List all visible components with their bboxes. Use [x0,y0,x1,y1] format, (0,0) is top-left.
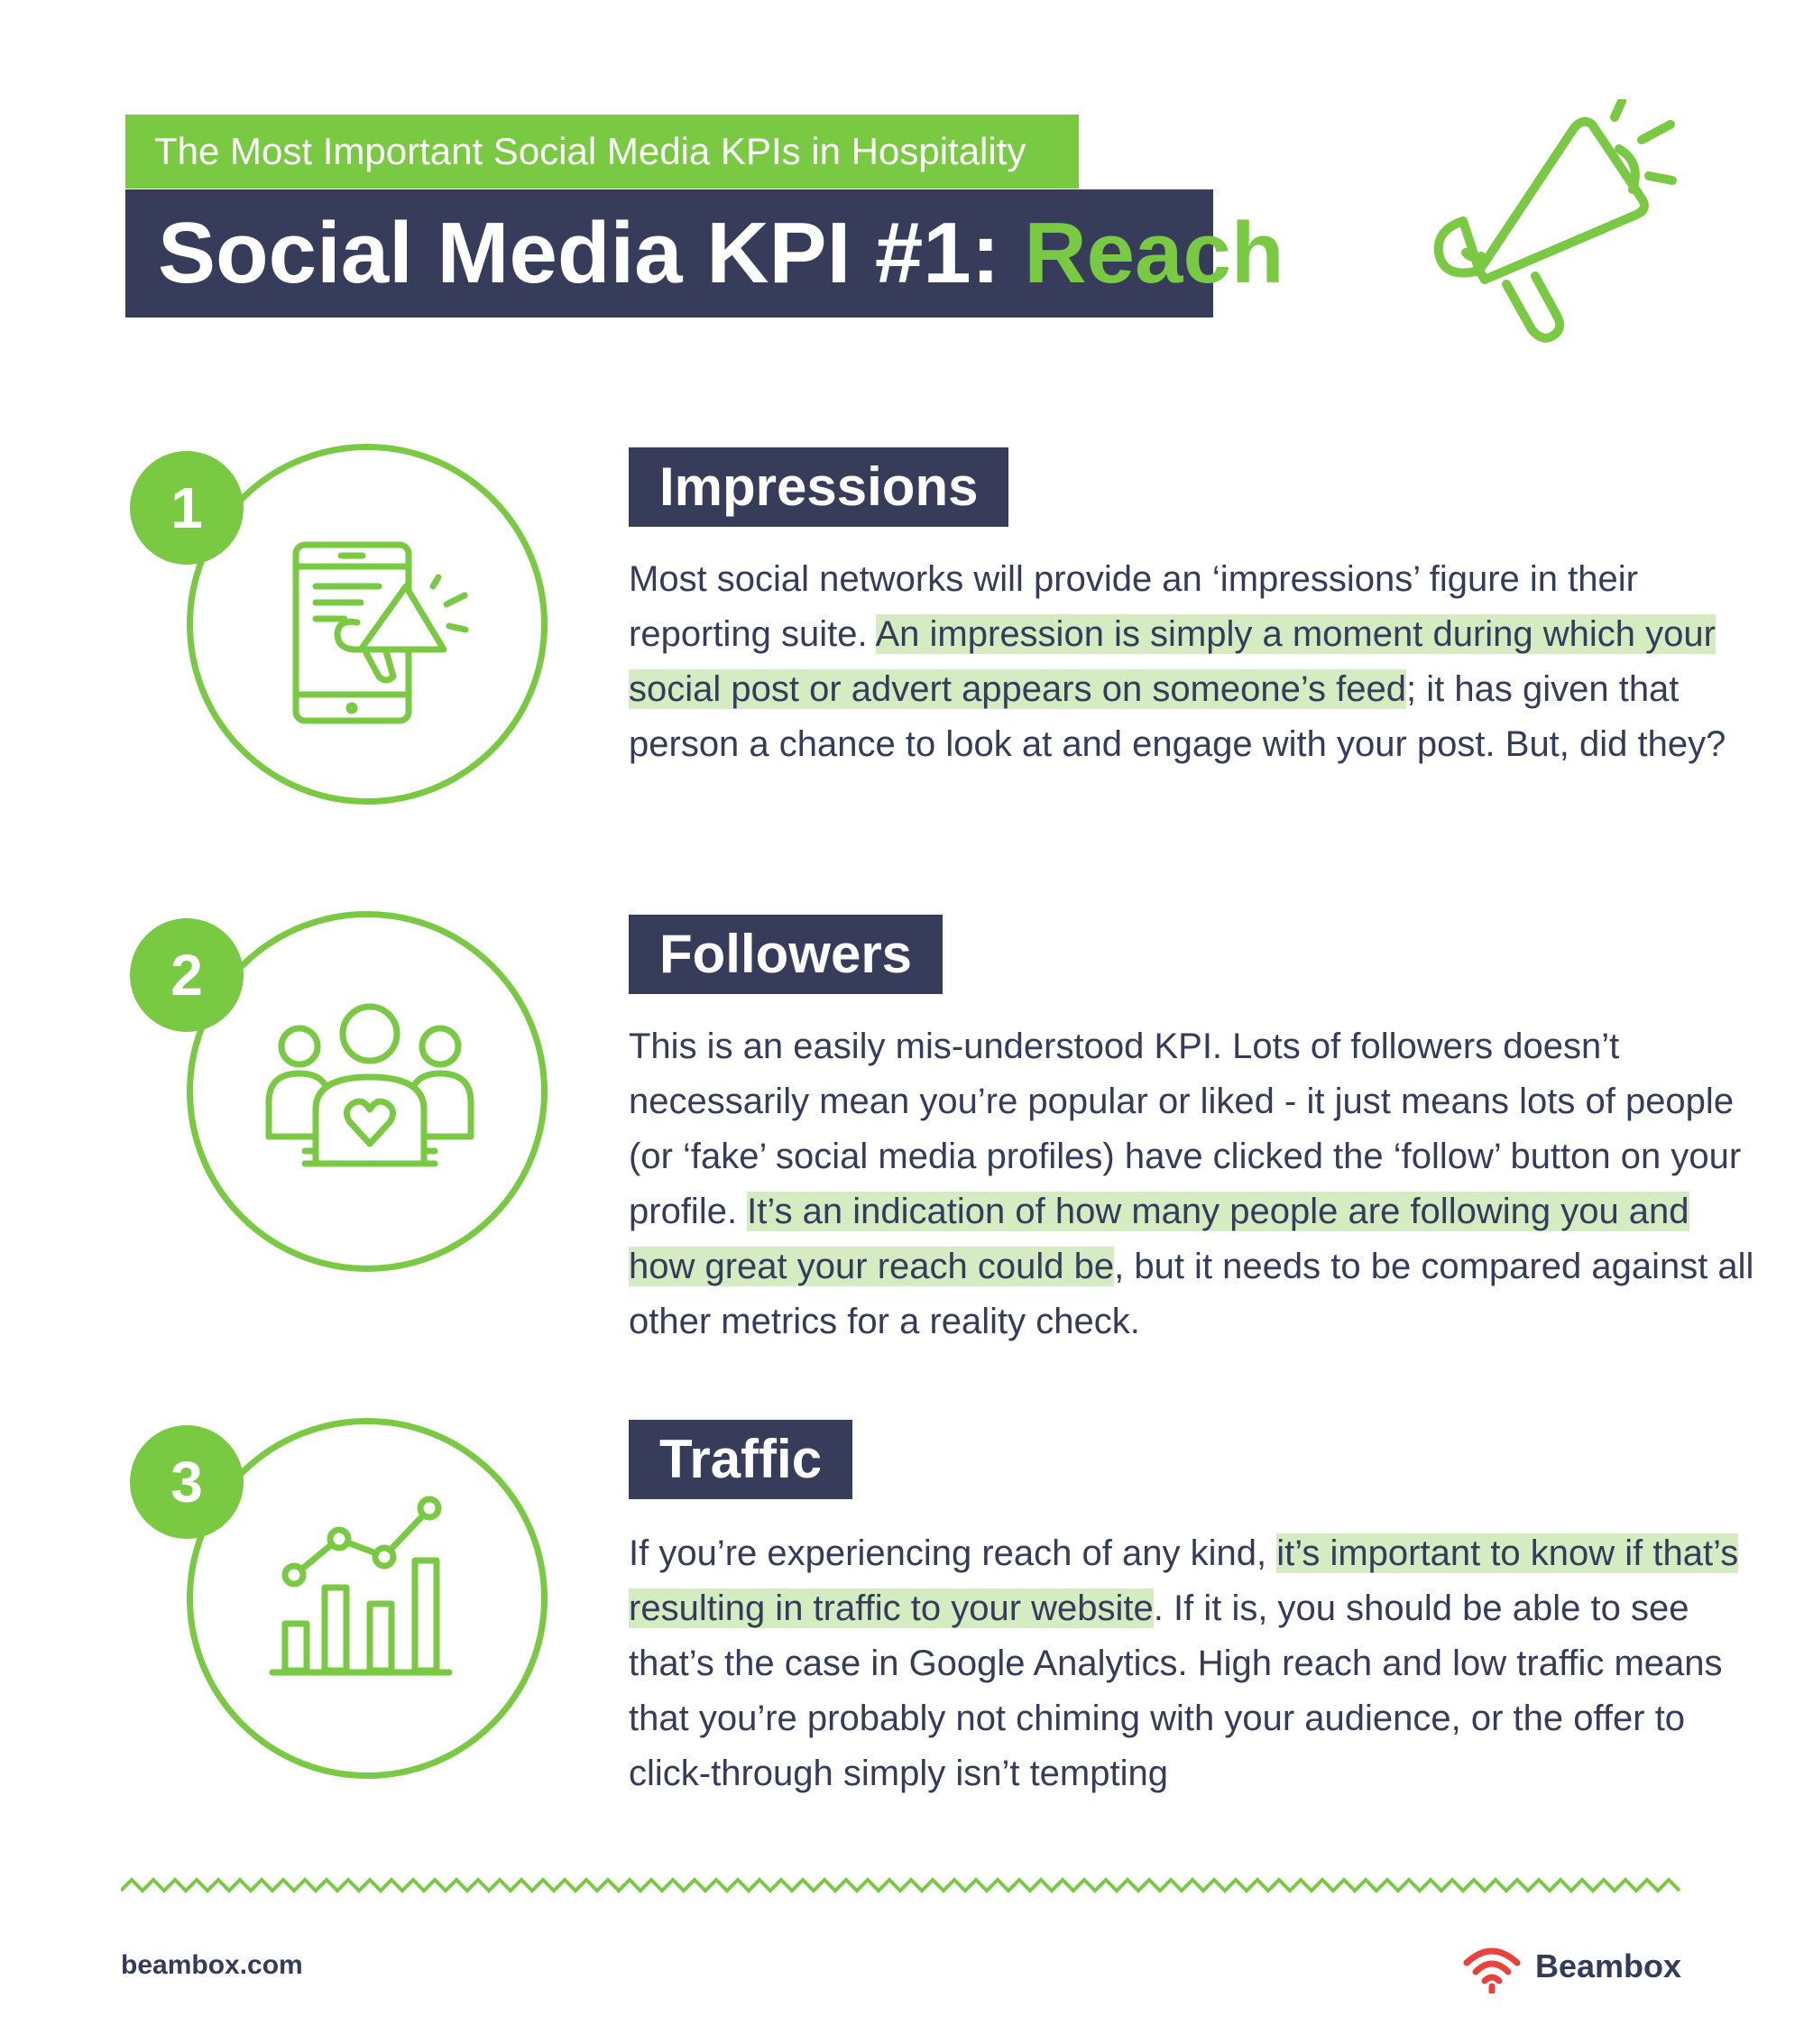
section-1-body [629,552,1756,772]
phone-megaphone-icon [280,532,487,731]
section-3-body-part-1: If you’re experiencing reach of any kind, [629,1533,1277,1573]
section-1-body-part-1: Most social networks will provide an ‘impressions’ figure in their reporting suite. [629,559,1638,654]
section-2-number: 2 [130,918,244,1032]
subtitle-banner [125,115,1079,189]
section-2-heading: Followers [629,915,943,994]
followers-heart-icon [262,1001,478,1182]
section-2-body-highlight: It’s an indication of how many people are following you and how great your reach could be [629,1192,1689,1286]
zigzag-divider [121,1874,1683,1896]
section-1-body-part-3: ; it has given that person a chance to look at and engage with your post. But, did they? [629,669,1726,764]
beambox-wifi-logo-icon [1461,1939,1523,1993]
section-2-body [629,1019,1756,1349]
section-3-body [629,1526,1756,1801]
section-3-body-part-3: . If it is, you should be able to see that’s the case in Google Analytics. High reach and low traffic means that you’re probably not chiming with your audience, or the offer to click-through simply isn’t tempting [629,1588,1723,1793]
footer-url[interactable]: beambox.com [121,1950,303,1980]
section-1-heading: Impressions [629,447,1008,527]
section-3-number: 3 [130,1425,244,1539]
title-accent: Reach [1024,205,1284,301]
page-title [125,189,1284,318]
section-2-body-part-1: This is an easily mis-understood KPI. Lots of followers doesn’t necessarily mean you’re popular or liked - it just means lots of people (or ‘fake’ social media profiles) have clicked the ‘follow’ button on your profile. [629,1027,1742,1231]
section-3-body-highlight: it’s important to know if that’s resulting in traffic to your website [629,1533,1739,1628]
megaphone-icon [1416,99,1687,352]
subtitle-text: The Most Important Social Media KPIs in Hospitality [154,130,1026,172]
section-1-body-highlight: An impression is simply a moment during which your social post or advert appears on someone’s feed [629,614,1716,709]
section-3-heading: Traffic [629,1420,852,1499]
section-2-body-part-3: , but it needs to be compared against all other metrics for a reality check. [629,1247,1754,1341]
footer-brand-name: Beambox [1535,1947,1682,1984]
footer-brand [1461,1939,1681,1993]
bar-line-chart-icon [269,1488,458,1687]
title-main: Social Media KPI #1: [158,205,1025,301]
section-1-number: 1 [130,451,244,565]
